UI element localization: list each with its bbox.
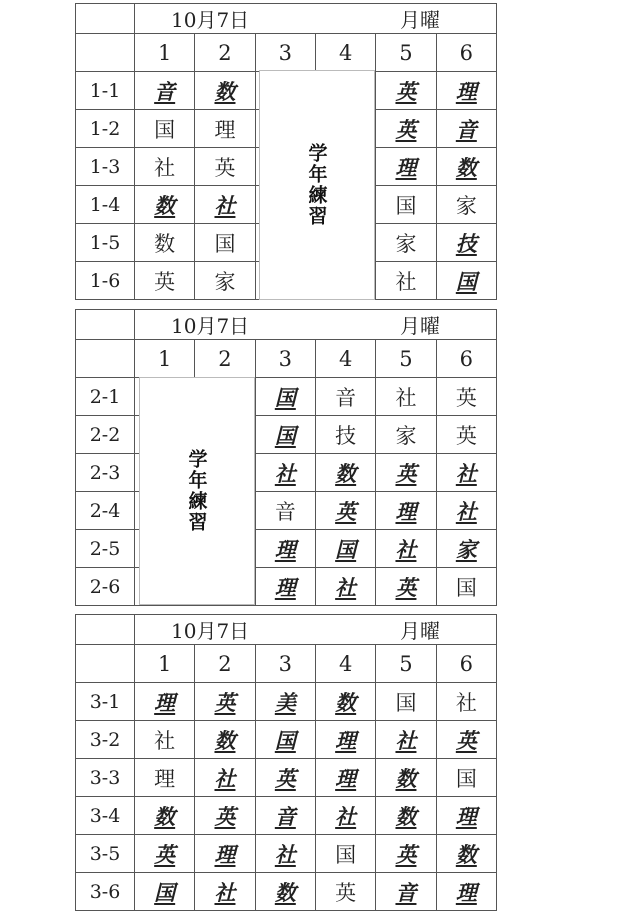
subject-cell: 音	[315, 378, 375, 416]
class-label: 1-5	[76, 224, 135, 262]
period-header: 4	[315, 34, 375, 72]
subject-cell: 数	[436, 148, 496, 186]
subject-cell: 国	[376, 683, 436, 721]
class-label: 2-6	[76, 568, 135, 606]
subject-cell: 理	[376, 148, 436, 186]
class-row	[76, 683, 497, 721]
class-label: 3-3	[76, 759, 135, 797]
period-header: 1	[135, 34, 195, 72]
subject-cell: 英	[255, 759, 315, 797]
subject-cell: 音	[255, 492, 315, 530]
class-row	[76, 759, 497, 797]
subject-cell: 国	[436, 759, 496, 797]
class-label: 3-1	[76, 683, 135, 721]
subject-cell: 社	[135, 148, 195, 186]
subject-cell: 家	[436, 186, 496, 224]
subject-cell: 理	[436, 72, 496, 110]
subject-cell: 英	[135, 262, 195, 300]
class-row	[76, 797, 497, 835]
subject-cell: 美	[255, 683, 315, 721]
subject-cell: 家	[436, 530, 496, 568]
date-label: 10月7日	[171, 619, 250, 643]
subject-cell: 社	[255, 835, 315, 873]
corner-cell	[76, 615, 135, 645]
subject-cell: 数	[135, 224, 195, 262]
subject-cell: 社	[376, 262, 436, 300]
subject-cell: 社	[315, 797, 375, 835]
class-rows	[76, 683, 497, 911]
subject-cell: 国	[255, 378, 315, 416]
period-header: 5	[376, 340, 436, 378]
subject-cell: 国	[135, 110, 195, 148]
class-label: 1-1	[76, 72, 135, 110]
subject-cell: 社	[436, 454, 496, 492]
subject-cell: 国	[315, 530, 375, 568]
subject-cell: 理	[315, 721, 375, 759]
subject-cell: 社	[195, 759, 255, 797]
period-header: 6	[436, 34, 496, 72]
subject-cell: 国	[436, 568, 496, 606]
period-header: 1	[135, 340, 195, 378]
subject-cell: 英	[376, 110, 436, 148]
subject-cell: 社	[315, 568, 375, 606]
class-row	[76, 873, 497, 911]
date-title	[135, 310, 497, 340]
weekday-label: 月曜	[400, 8, 440, 32]
period-header-row	[76, 340, 497, 378]
subject-cell: 英	[315, 492, 375, 530]
subject-cell: 国	[376, 186, 436, 224]
period-header: 5	[376, 645, 436, 683]
subject-cell: 社	[376, 378, 436, 416]
subject-cell: 数	[135, 797, 195, 835]
period-header: 2	[195, 645, 255, 683]
class-label: 2-4	[76, 492, 135, 530]
class-row	[76, 721, 497, 759]
class-label: 2-1	[76, 378, 135, 416]
period-header-row	[76, 34, 497, 72]
grade-practice-label: 学年練習	[305, 143, 328, 227]
subject-cell: 理	[436, 873, 496, 911]
class-label: 2-5	[76, 530, 135, 568]
title-row	[76, 310, 497, 340]
subject-cell: 英	[195, 797, 255, 835]
class-label: 1-3	[76, 148, 135, 186]
class-label: 3-4	[76, 797, 135, 835]
subject-cell: 英	[436, 416, 496, 454]
subject-cell: 音	[135, 72, 195, 110]
subject-cell: 社	[195, 873, 255, 911]
timetable-grade-3	[75, 614, 497, 911]
subject-cell: 英	[376, 454, 436, 492]
subject-cell: 数	[195, 72, 255, 110]
subject-cell: 国	[195, 224, 255, 262]
subject-cell: 英	[376, 835, 436, 873]
subject-cell: 理	[135, 683, 195, 721]
subject-cell: 英	[436, 378, 496, 416]
class-row	[76, 835, 497, 873]
period-header: 4	[315, 340, 375, 378]
corner-cell	[76, 34, 135, 72]
period-header-row	[76, 645, 497, 683]
subject-cell: 英	[376, 568, 436, 606]
grade-practice-label: 学年練習	[185, 449, 208, 533]
subject-cell: 数	[195, 721, 255, 759]
period-header: 4	[315, 645, 375, 683]
class-label: 3-6	[76, 873, 135, 911]
class-label: 3-2	[76, 721, 135, 759]
grade-practice-box-1	[259, 70, 375, 300]
subject-cell: 社	[376, 721, 436, 759]
class-label: 2-3	[76, 454, 135, 492]
subject-cell: 社	[135, 721, 195, 759]
period-header: 2	[195, 340, 255, 378]
period-header: 2	[195, 34, 255, 72]
subject-cell: 数	[315, 454, 375, 492]
subject-cell: 国	[255, 721, 315, 759]
subject-cell: 英	[376, 72, 436, 110]
subject-cell: 英	[135, 835, 195, 873]
subject-cell: 家	[376, 224, 436, 262]
subject-cell: 家	[376, 416, 436, 454]
subject-cell: 音	[376, 873, 436, 911]
class-label: 1-6	[76, 262, 135, 300]
subject-cell: 英	[436, 721, 496, 759]
grade-practice-box-2	[139, 377, 255, 605]
subject-cell: 英	[195, 148, 255, 186]
period-header: 3	[255, 34, 315, 72]
weekday-label: 月曜	[400, 314, 440, 338]
subject-cell: 家	[195, 262, 255, 300]
subject-cell: 数	[436, 835, 496, 873]
subject-cell: 英	[195, 683, 255, 721]
subject-cell: 社	[376, 530, 436, 568]
subject-cell: 国	[255, 416, 315, 454]
period-header: 3	[255, 645, 315, 683]
corner-cell	[76, 310, 135, 340]
subject-cell: 理	[195, 110, 255, 148]
subject-cell: 理	[436, 797, 496, 835]
period-header: 6	[436, 645, 496, 683]
subject-cell: 国	[436, 262, 496, 300]
date-label: 10月7日	[171, 314, 250, 338]
subject-cell: 社	[436, 492, 496, 530]
period-header: 1	[135, 645, 195, 683]
class-label: 2-2	[76, 416, 135, 454]
subject-cell: 技	[436, 224, 496, 262]
subject-cell: 数	[315, 683, 375, 721]
period-header: 6	[436, 340, 496, 378]
subject-cell: 数	[135, 186, 195, 224]
weekday-label: 月曜	[400, 619, 440, 643]
class-label: 3-5	[76, 835, 135, 873]
subject-cell: 国	[315, 835, 375, 873]
subject-cell: 社	[255, 454, 315, 492]
subject-cell: 理	[195, 835, 255, 873]
subject-cell: 音	[255, 797, 315, 835]
subject-cell: 理	[376, 492, 436, 530]
date-label: 10月7日	[171, 8, 250, 32]
subject-cell: 音	[436, 110, 496, 148]
class-label: 1-2	[76, 110, 135, 148]
class-label: 1-4	[76, 186, 135, 224]
subject-cell: 数	[376, 797, 436, 835]
corner-cell	[76, 645, 135, 683]
subject-cell: 社	[195, 186, 255, 224]
subject-cell: 数	[255, 873, 315, 911]
subject-cell: 理	[135, 759, 195, 797]
subject-cell: 社	[436, 683, 496, 721]
corner-cell	[76, 4, 135, 34]
subject-cell: 国	[135, 873, 195, 911]
title-row	[76, 615, 497, 645]
date-title	[135, 615, 497, 645]
subject-cell: 英	[315, 873, 375, 911]
title-row	[76, 4, 497, 34]
period-header: 5	[376, 34, 436, 72]
subject-cell: 数	[376, 759, 436, 797]
subject-cell: 理	[255, 568, 315, 606]
corner-cell	[76, 340, 135, 378]
period-header: 3	[255, 340, 315, 378]
subject-cell: 理	[255, 530, 315, 568]
date-title	[135, 4, 497, 34]
subject-cell: 技	[315, 416, 375, 454]
subject-cell: 理	[315, 759, 375, 797]
